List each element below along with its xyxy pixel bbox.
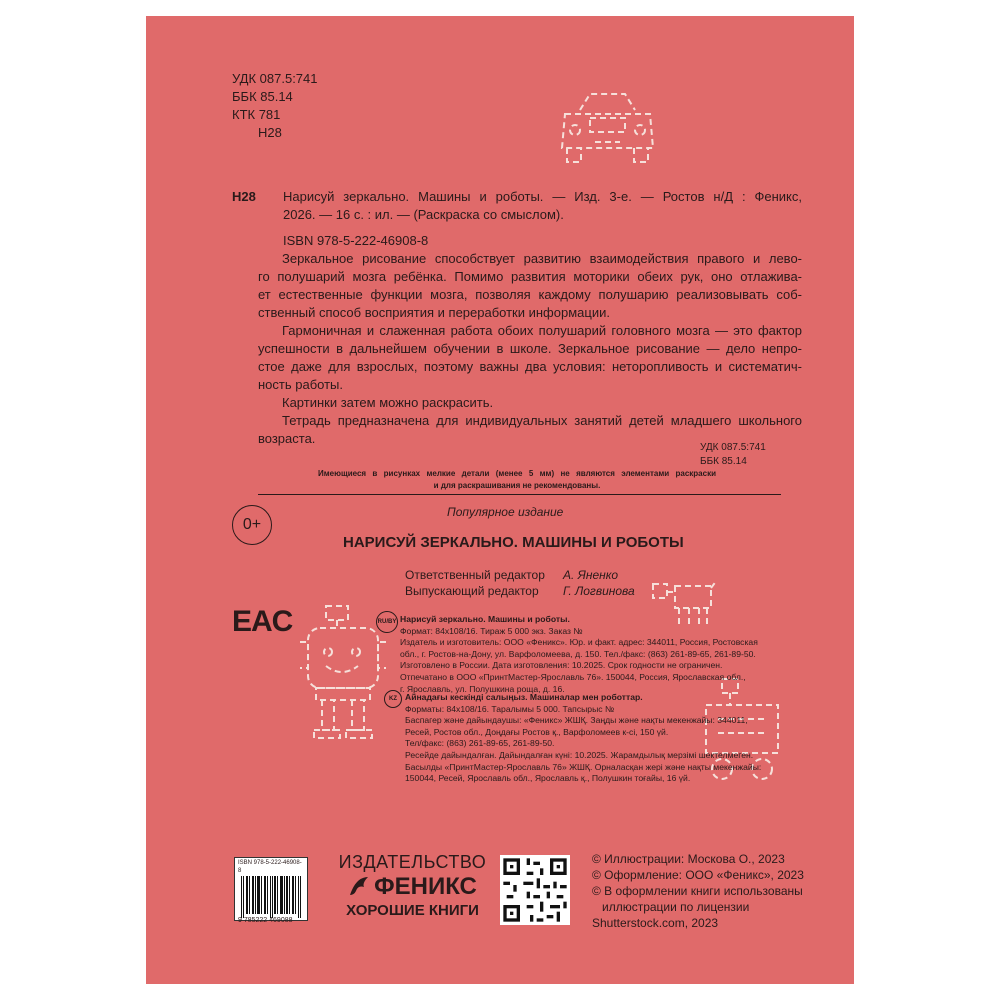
kz-info-line: Ресей, Ростов обл., Доңдағы Ростов қ., Варфоломеев к-сі, 150 үй. xyxy=(405,726,669,737)
isbn-barcode xyxy=(234,857,308,924)
ru-info-line: Формат: 84х108/16. Тираж 5 000 экз. Заказ № xyxy=(400,625,583,636)
bib-line-2: 2026. — 16 с. : ил. — (Раскраска со смыслом). xyxy=(283,207,564,222)
bottom-bbk: ББК 85.14 xyxy=(700,456,747,467)
annotation-line: успешности в дальнейшем обучении в школе. Зеркальное рисование — дело непро- xyxy=(258,341,802,356)
credits xyxy=(592,851,812,931)
ru-info-line: г. Ярославль, ул. Полушкина роща, д. 16. xyxy=(400,683,565,694)
car-outline-illustration xyxy=(555,88,660,168)
publisher-logo xyxy=(330,851,495,921)
ru-info-line: Нарисуй зеркально. Машины и роботы. xyxy=(400,614,570,624)
bottom-codes xyxy=(700,441,802,469)
kz-info-line: Тел/факс: (863) 261-89-65, 261-89-50. xyxy=(405,738,555,749)
ru-info-line: Отпечатано в ООО «ПринтМастер-Ярославль 76». 150044, Россия, Ярославская обл., xyxy=(400,671,746,682)
kz-info-line: Форматы: 84х108/16. Таралымы 5 000. Тапсырыс № xyxy=(405,703,615,714)
kz-info-line: Ресейде дайындалған. Дайындалған күні: 10.2025. Жарамдылық мерзімі шектелмеген. xyxy=(405,749,754,760)
credit-line: © Оформление: ООО «Феникс», 2023 xyxy=(592,868,804,882)
responsible-editor-label: Ответственный редактор xyxy=(405,568,545,582)
ru-info-line: Изготовлено в России. Дата изготовления: 10.2025. Срок годности не ограничен. xyxy=(400,660,723,671)
barcode-digits: 9 785222 469088 xyxy=(238,917,293,924)
classification-codes xyxy=(232,70,318,142)
credit-line: Shutterstock.com, 2023 xyxy=(592,916,719,930)
bbk-code: ББК 85.14 xyxy=(232,89,293,104)
kz-info-block xyxy=(405,692,805,785)
qr-code xyxy=(500,855,570,925)
kz-info-line: Баспагер және дайындаушы: «Феникс» ЖШҚ. Заңды және нақты мекенжайы: 344011, xyxy=(405,715,748,726)
annotation-line: стое даже для взрослых, поэтому важны два условия: неторопливость и систематич- xyxy=(258,359,802,374)
annotation-line: Зеркальное рисование способствует развитию взаимодействия правого и лево- xyxy=(282,251,802,266)
kz-info-line: Айнадағы кескінді салыңыз. Машиналар мен роботтар. xyxy=(405,692,643,702)
annotation-line: ственный способ восприятия и переработки информации. xyxy=(258,305,610,320)
responsible-editor-name: А. Яненко xyxy=(563,568,619,582)
annotation-line: Картинки затем можно раскрасить. xyxy=(282,395,494,410)
isbn-line: ISBN 978-5-222-46908-8 xyxy=(283,233,429,248)
author-mark: Н28 xyxy=(258,125,282,140)
bib-mark: Н28 xyxy=(232,189,256,204)
publisher-line-2: ФЕНИКС xyxy=(374,873,477,900)
age-rating-badge: 0+ xyxy=(232,505,272,545)
ru-info-line: обл., г. Ростов-на-Дону, ул. Варфоломеева, д. 150. Тел./факс: (863) 261-89-65, 261-89-50. xyxy=(400,648,756,659)
credit-line: © Иллюстрации: Москова О., 2023 xyxy=(592,852,785,866)
eac-logo: EAC xyxy=(232,605,293,638)
bottom-udk: УДК 087.5:741 xyxy=(700,442,766,453)
annotation xyxy=(258,250,802,448)
kz-badge: KZ xyxy=(384,690,402,708)
notice-line-1: Имеющиеся в рисунках мелкие детали (менее 5 мм) не являются элементами раскраски xyxy=(318,469,716,478)
ktk-code: КТК 781 xyxy=(232,107,281,122)
issue-editor-label: Выпускающий редактор xyxy=(405,584,539,598)
annotation-line: ность работы. xyxy=(258,377,344,392)
udk-code: УДК 087.5:741 xyxy=(232,71,318,86)
main-title: НАРИСУЙ ЗЕРКАЛЬНО. МАШИНЫ И РОБОТЫ xyxy=(343,534,684,551)
book-back-cover xyxy=(146,16,854,984)
publisher-line-1: ИЗДАТЕЛЬСТВО xyxy=(338,852,487,872)
annotation-line: ет естественные функции мозга, позволяя каждому полушарию реализовывать соб- xyxy=(258,287,802,302)
edition-type: Популярное издание xyxy=(447,505,564,519)
small-details-notice xyxy=(318,468,716,492)
annotation-line: го полушарий мозга ребёнка. Помимо развития моторики обеих рук, оно отлажива- xyxy=(258,269,802,284)
ru-by-badge: RU/BY xyxy=(376,611,398,633)
bib-line-1: Нарисуй зеркально. Машины и роботы. — Изд. 3-е. — Ростов н/Д : Феникс, xyxy=(283,189,802,204)
issue-editor-name: Г. Логвинова xyxy=(563,584,635,598)
kz-info-line: Басылды «ПринтМастер-Ярославль 76» ЖШҚ. Орналасқан жері және нақты мекенжайы: xyxy=(405,761,762,772)
qr-code-icon xyxy=(500,855,570,925)
credit-line: © В оформлении книги использованы xyxy=(592,884,803,898)
notice-line-2: и для раскрашивания не рекомендованы. xyxy=(433,481,601,490)
credit-line: иллюстрации по лицензии xyxy=(602,900,750,914)
kz-info-line: 150044, Ресей, Ярославль обл., Ярославль қ., Полушкин тоғайы, 16 үй. xyxy=(405,773,691,784)
divider xyxy=(258,494,781,495)
ru-info-block xyxy=(400,614,800,695)
barcode-bars-icon xyxy=(236,876,306,918)
annotation-line: Тетрадь предназначена для индивидуальных занятий детей младшего школьного xyxy=(282,413,802,428)
barcode-isbn-label: ISBN 978-5-222-46908-8 xyxy=(238,860,302,874)
publisher-line-3: ХОРОШИЕ КНИГИ xyxy=(346,902,479,919)
annotation-line: Гармоничная и слаженная работа обоих полушарий головного мозга — это фактор xyxy=(282,323,802,338)
annotation-line: возраста. xyxy=(258,431,316,446)
phoenix-bird-icon xyxy=(348,875,370,899)
ru-info-line: Издатель и изготовитель: ООО «Феникс». Юр. и факт. адрес: 344011, Россия, Ростовская xyxy=(400,637,758,648)
